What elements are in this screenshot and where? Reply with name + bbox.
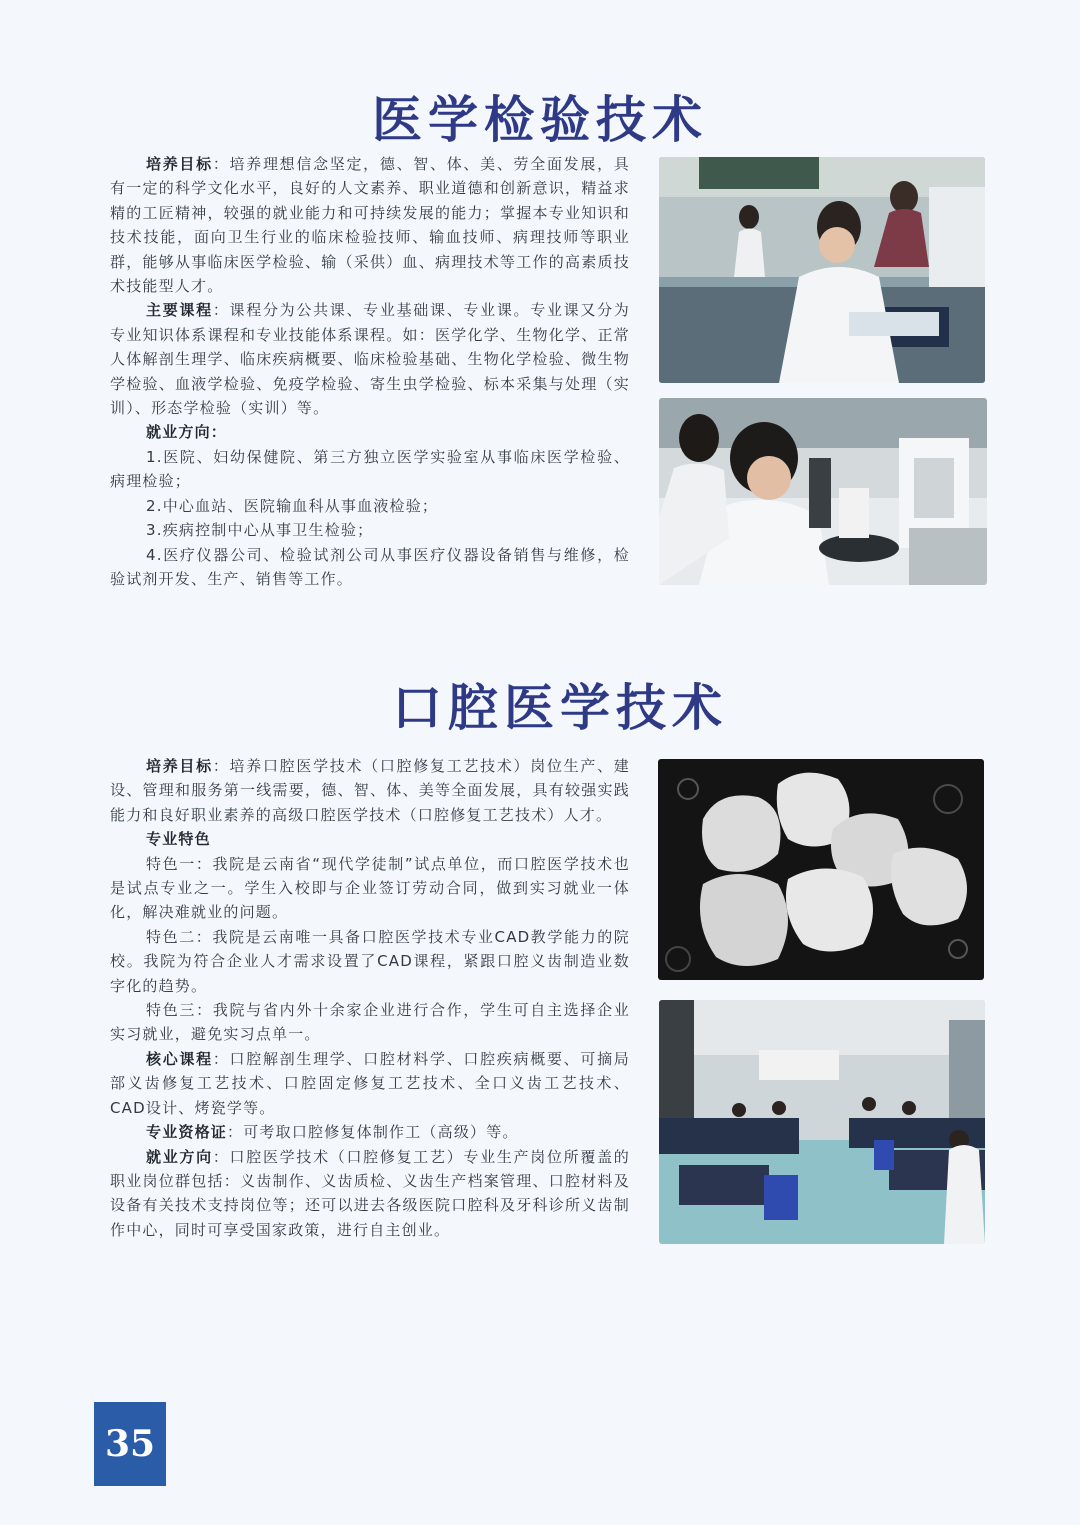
goal-paragraph xyxy=(110,152,630,298)
career-paragraph xyxy=(110,1145,630,1243)
page-number: 35 xyxy=(94,1402,166,1486)
dental-lab-classroom-photo xyxy=(659,1000,985,1244)
dental-crowns-photo xyxy=(658,759,984,980)
goal-label: 培养目标 xyxy=(146,757,213,775)
feature-item: 特色三：我院与省内外十余家企业进行合作，学生可自主选择企业实习就业，避免实习点单一。 xyxy=(110,1001,630,1044)
career-item: 1.医院、妇幼保健院、第三方独立医学实验室从事临床医学检验、病理检验； xyxy=(110,447,630,491)
feature-heading xyxy=(110,827,630,851)
cert-label: 专业资格证 xyxy=(146,1123,228,1142)
career-text: ：口腔医学技术（口腔修复工艺）专业生产岗位所覆盖的职业岗位群包括：义齿制作、义齿质检、义齿生产档案管理、口腔材料及设备有关技术支持岗位等；还可以进去各级医院口腔科及牙科诊所义齿制作中心，同时可享受国家政策，进行自主创业。 xyxy=(110,1147,630,1239)
core-course-paragraph xyxy=(110,1047,630,1120)
core-text: ：口腔解剖生理学、口腔材料学、口腔疾病概要、可摘局部义齿修复工艺技术、口腔固定修复工艺技术、全口义齿工艺技术、CAD设计、烤瓷学等。 xyxy=(110,1049,630,1117)
career-heading xyxy=(110,420,630,444)
goal-paragraph xyxy=(110,754,630,827)
feature-item: 特色一：我院是云南省“现代学徒制”试点单位，而口腔医学技术也是试点专业之一。学生入校即与企业签订劳动合同，做到实习就业一体化，解决难就业的问题。 xyxy=(110,854,630,922)
lab-students-photo xyxy=(659,157,985,383)
feature-item: 特色二：我院是云南唯一具备口腔医学技术专业CAD教学能力的院校。我院为符合企业人才需求设置了CAD课程，紧跟口腔义齿制造业数字化的趋势。 xyxy=(110,927,630,995)
core-label: 核心课程 xyxy=(146,1049,213,1068)
microscope-students-photo xyxy=(659,398,987,585)
section-title-dental-technology: 口腔医学技术 xyxy=(392,678,728,737)
career-item: 2.中心血站、医院输血科从事血液检验； xyxy=(146,496,439,515)
career-item: 4.医疗仪器公司、检验试剂公司从事医疗仪器设备销售与维修，检验试剂开发、生产、销售等工作。 xyxy=(110,545,630,588)
career-label: 就业方向 xyxy=(146,1147,213,1166)
feature-label: 专业特色 xyxy=(146,830,211,849)
section-title-lab-medicine: 医学检验技术 xyxy=(372,90,708,149)
course-text: ：课程分为公共课、专业基础课、专业课。专业课又分为专业知识体系课程和专业技能体系课程。如：医学化学、生物化学、正常人体解剖生理学、临床疾病概要、临床检验基础、生物化学检验、微生物学检验、血液学检验、免疫学检验、寄生虫学检验、标本采集与处理（实训）、形态学检验（实训）等。 xyxy=(110,301,630,418)
goal-text: ：培养理想信念坚定，德、智、体、美、劳全面发展，具有一定的科学文化水平，良好的人文素养、职业道德和创新意识，精益求精的工匠精神，较强的就业能力和可持续发展的能力；掌握本专业知识和技术技能，面向卫生行业的临床检验技师、输血技师、病理技师等职业群，能够从事临床医学检验、输（采供）血、病理技术等工作的高素质技术技能型人才。 xyxy=(110,155,630,296)
course-paragraph xyxy=(110,298,630,420)
goal-label: 培养目标 xyxy=(146,155,213,173)
career-item: 3.疾病控制中心从事卫生检验； xyxy=(146,521,374,540)
section-body-lab-medicine xyxy=(110,152,630,591)
goal-text: ：培养口腔医学技术（口腔修复工艺技术）岗位生产、建设、管理和服务第一线需要，德、智、体、美等全面发展，具有较强实践能力和良好职业素养的高级口腔医学技术（口腔修复工艺技术）人才。 xyxy=(110,757,630,824)
career-label: 就业方向： xyxy=(146,423,228,442)
certificate-paragraph xyxy=(110,1120,630,1144)
course-label: 主要课程 xyxy=(146,301,213,320)
cert-text: ：可考取口腔修复体制作工（高级）等。 xyxy=(227,1123,519,1142)
section-body-dental-technology xyxy=(110,754,630,1242)
